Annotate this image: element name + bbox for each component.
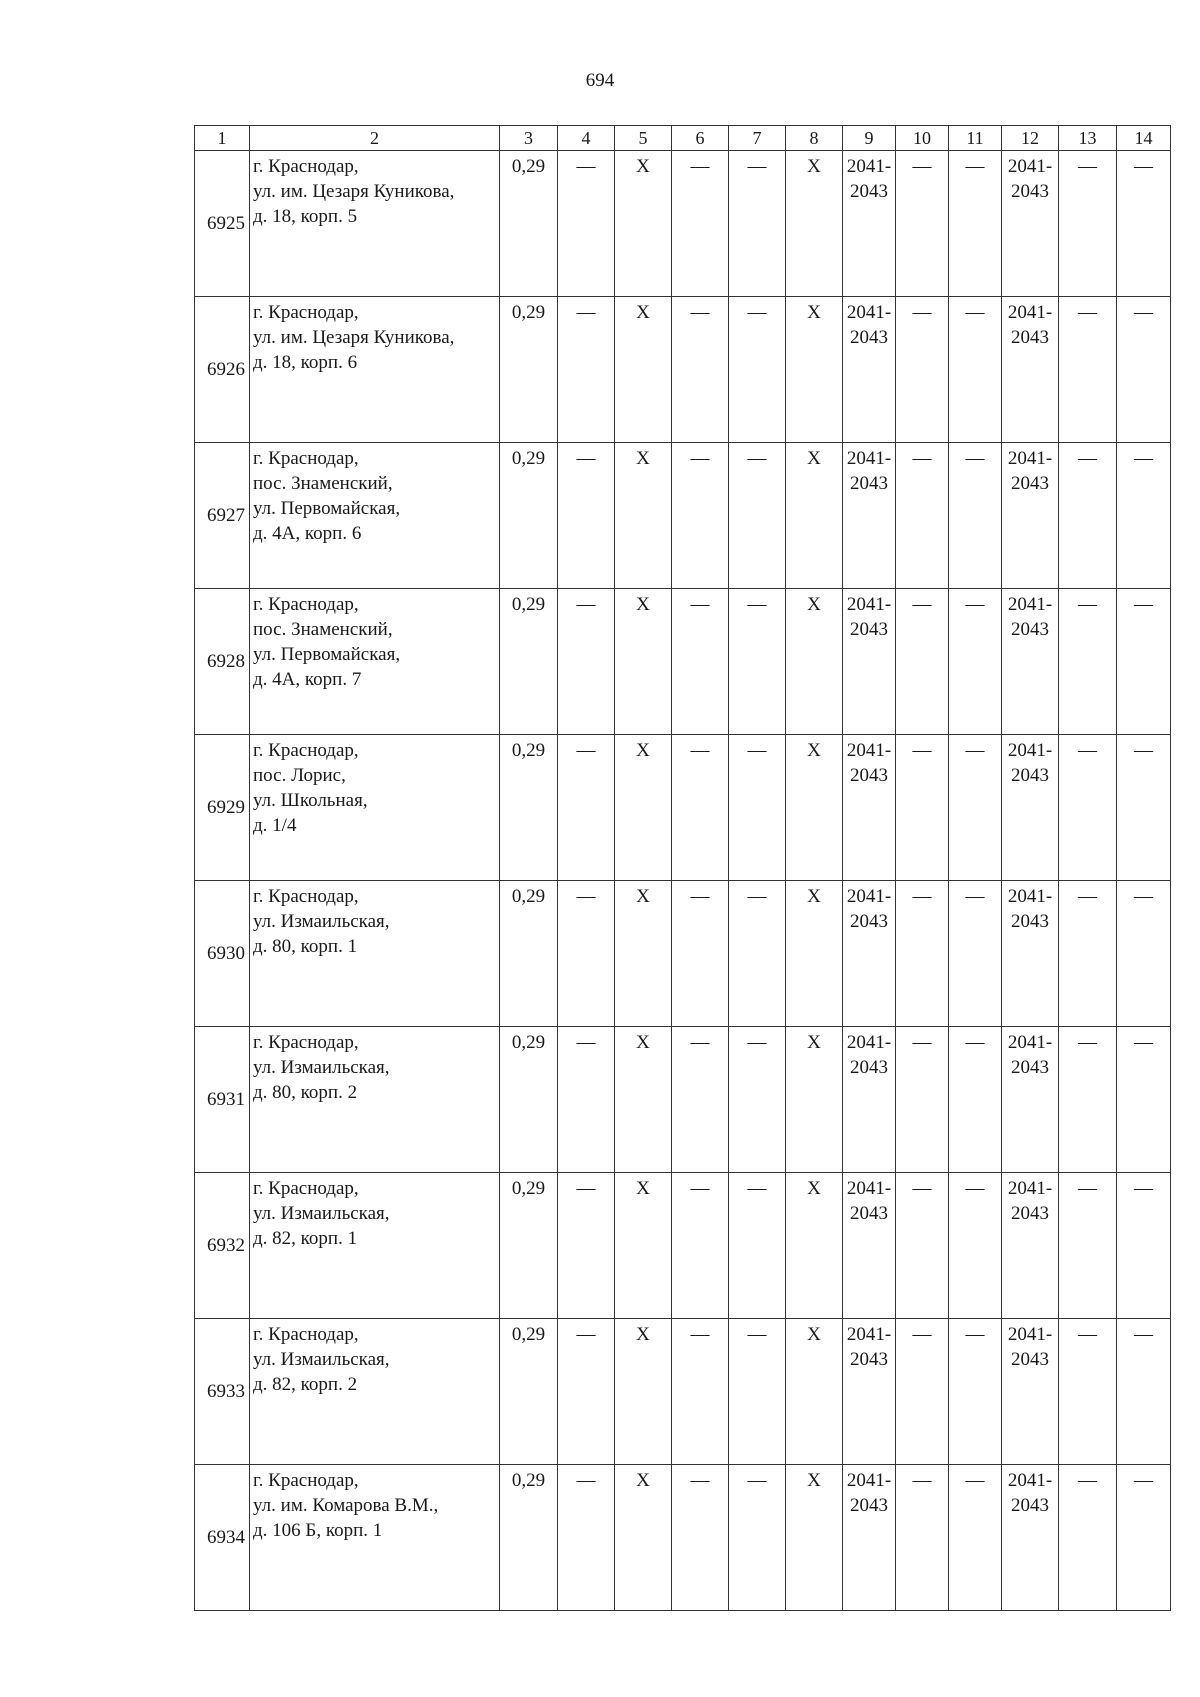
cell-c14: — [1117, 1173, 1171, 1319]
period-line: 2043 [1011, 327, 1049, 348]
table-row [195, 1465, 1171, 1611]
period-line: 2041- [1007, 156, 1053, 177]
address-line: д. 82, корп. 1 [253, 1228, 358, 1249]
cell-c14: — [1117, 297, 1171, 443]
period-line: 2043 [1011, 765, 1049, 786]
cell-c14: — [1117, 881, 1171, 1027]
cell-c11: — [949, 1027, 1002, 1173]
period-cell-c12 [1002, 1465, 1059, 1611]
cell-c14: — [1117, 443, 1171, 589]
address-line: г. Краснодар, [253, 1470, 359, 1491]
cell-c6: — [672, 735, 729, 881]
column-header-1: 1 [195, 126, 250, 151]
cell-c6: — [672, 151, 729, 297]
column-header-3: 3 [500, 126, 558, 151]
cell-c4: — [558, 589, 615, 735]
period-line: 2041- [1007, 594, 1053, 615]
period-line: 2041- [846, 1032, 892, 1053]
address-cell [250, 735, 500, 881]
address-line: ул. Измаильская, [253, 1203, 390, 1224]
period-cell-c12 [1002, 881, 1059, 1027]
column-header-13: 13 [1059, 126, 1117, 151]
cell-c7: — [729, 1465, 786, 1611]
period-line: 2043 [1011, 181, 1049, 202]
period-line: 2043 [1011, 1203, 1049, 1224]
cell-c5: Х [615, 297, 672, 443]
cell-c14: — [1117, 1465, 1171, 1611]
period-line: 2043 [1011, 1057, 1049, 1078]
address-cell [250, 151, 500, 297]
table-row [195, 1027, 1171, 1173]
table-row [195, 297, 1171, 443]
cell-c14: — [1117, 1319, 1171, 1465]
period-cell-c12 [1002, 589, 1059, 735]
cell-c8: Х [786, 297, 843, 443]
cell-c6: — [672, 297, 729, 443]
column-header-12: 12 [1002, 126, 1059, 151]
cell-c14: — [1117, 589, 1171, 735]
cell-c11: — [949, 735, 1002, 881]
period-line: 2043 [1011, 1349, 1049, 1370]
period-line: 2041- [846, 302, 892, 323]
period-cell-c12 [1002, 443, 1059, 589]
cell-c3: 0,29 [500, 297, 558, 443]
address-cell [250, 881, 500, 1027]
period-cell-c9 [843, 1319, 896, 1465]
cell-c8: Х [786, 1027, 843, 1173]
period-line: 2043 [1011, 619, 1049, 640]
period-line: 2041- [1007, 302, 1053, 323]
address-line: д. 18, корп. 5 [253, 206, 358, 227]
period-line: 2041- [1007, 448, 1053, 469]
period-cell-c9 [843, 589, 896, 735]
cell-c4: — [558, 1465, 615, 1611]
period-cell-c9 [843, 443, 896, 589]
row-number: 6930 [195, 881, 250, 1027]
cell-c10: — [896, 1027, 949, 1173]
period-line: 2041- [846, 1178, 892, 1199]
address-line: ул. Измаильская, [253, 1057, 390, 1078]
cell-c13: — [1059, 297, 1117, 443]
cell-c13: — [1059, 1465, 1117, 1611]
cell-c4: — [558, 297, 615, 443]
cell-c4: — [558, 443, 615, 589]
address-cell [250, 1319, 500, 1465]
row-number: 6931 [195, 1027, 250, 1173]
column-header-10: 10 [896, 126, 949, 151]
period-cell-c12 [1002, 1173, 1059, 1319]
cell-c4: — [558, 151, 615, 297]
period-line: 2041- [846, 886, 892, 907]
cell-c10: — [896, 1319, 949, 1465]
cell-c5: Х [615, 1319, 672, 1465]
cell-c7: — [729, 589, 786, 735]
period-cell-c12 [1002, 1319, 1059, 1465]
cell-c4: — [558, 881, 615, 1027]
cell-c8: Х [786, 151, 843, 297]
address-line: ул. им. Комарова В.М., [253, 1495, 439, 1516]
period-line: 2043 [850, 1057, 888, 1078]
cell-c5: Х [615, 881, 672, 1027]
cell-c4: — [558, 1173, 615, 1319]
cell-c8: Х [786, 443, 843, 589]
table-row [195, 589, 1171, 735]
table-header [195, 126, 1171, 151]
cell-c11: — [949, 1319, 1002, 1465]
cell-c11: — [949, 151, 1002, 297]
address-line: д. 80, корп. 1 [253, 936, 358, 957]
column-header-2: 2 [250, 126, 500, 151]
period-cell-c12 [1002, 1027, 1059, 1173]
page-number: 694 [585, 70, 615, 91]
column-header-14: 14 [1117, 126, 1171, 151]
address-line: д. 106 Б, корп. 1 [253, 1520, 383, 1541]
cell-c8: Х [786, 735, 843, 881]
cell-c6: — [672, 589, 729, 735]
period-line: 2041- [1007, 740, 1053, 761]
cell-c6: — [672, 1173, 729, 1319]
address-cell [250, 1027, 500, 1173]
table-body [195, 151, 1171, 1611]
cell-c5: Х [615, 1027, 672, 1173]
address-line: ул. Первомайская, [253, 644, 401, 665]
table-row [195, 1319, 1171, 1465]
address-line: г. Краснодар, [253, 1032, 359, 1053]
period-cell-c12 [1002, 151, 1059, 297]
column-header-4: 4 [558, 126, 615, 151]
cell-c6: — [672, 881, 729, 1027]
cell-c11: — [949, 443, 1002, 589]
address-cell [250, 297, 500, 443]
address-line: г. Краснодар, [253, 594, 359, 615]
period-line: 2043 [1011, 911, 1049, 932]
period-line: 2043 [850, 765, 888, 786]
cell-c10: — [896, 151, 949, 297]
cell-c14: — [1117, 1027, 1171, 1173]
period-cell-c9 [843, 735, 896, 881]
period-line: 2043 [850, 1495, 888, 1516]
address-line: г. Краснодар, [253, 302, 359, 323]
cell-c10: — [896, 443, 949, 589]
row-number: 6929 [195, 735, 250, 881]
cell-c13: — [1059, 1319, 1117, 1465]
period-line: 2041- [1007, 886, 1053, 907]
address-line: пос. Лорис, [253, 765, 346, 786]
cell-c13: — [1059, 1173, 1117, 1319]
address-line: ул. им. Цезаря Куникова, [253, 327, 455, 348]
address-line: ул. Школьная, [253, 790, 368, 811]
cell-c13: — [1059, 1027, 1117, 1173]
address-line: г. Краснодар, [253, 740, 359, 761]
address-line: пос. Знаменский, [253, 619, 393, 640]
address-line: пос. Знаменский, [253, 473, 393, 494]
period-line: 2041- [1007, 1470, 1053, 1491]
cell-c13: — [1059, 881, 1117, 1027]
period-line: 2043 [1011, 473, 1049, 494]
cell-c7: — [729, 151, 786, 297]
period-line: 2041- [846, 448, 892, 469]
address-line: ул. Измаильская, [253, 1349, 390, 1370]
cell-c3: 0,29 [500, 881, 558, 1027]
cell-c11: — [949, 1173, 1002, 1319]
cell-c14: — [1117, 735, 1171, 881]
cell-c11: — [949, 1465, 1002, 1611]
cell-c6: — [672, 1319, 729, 1465]
cell-c6: — [672, 443, 729, 589]
cell-c5: Х [615, 735, 672, 881]
cell-c7: — [729, 881, 786, 1027]
row-number: 6927 [195, 443, 250, 589]
cell-c4: — [558, 735, 615, 881]
cell-c7: — [729, 1027, 786, 1173]
register-table [194, 125, 1171, 1611]
period-line: 2041- [846, 1470, 892, 1491]
cell-c3: 0,29 [500, 1319, 558, 1465]
address-line: д. 1/4 [253, 815, 297, 836]
cell-c5: Х [615, 589, 672, 735]
column-header-7: 7 [729, 126, 786, 151]
address-line: д. 4А, корп. 6 [253, 523, 362, 544]
cell-c10: — [896, 297, 949, 443]
period-line: 2041- [846, 740, 892, 761]
cell-c3: 0,29 [500, 1027, 558, 1173]
table-row [195, 735, 1171, 881]
row-number: 6925 [195, 151, 250, 297]
period-line: 2041- [1007, 1324, 1053, 1345]
address-cell [250, 589, 500, 735]
cell-c4: — [558, 1319, 615, 1465]
cell-c7: — [729, 443, 786, 589]
row-number: 6926 [195, 297, 250, 443]
period-line: 2043 [1011, 1495, 1049, 1516]
address-line: ул. им. Цезаря Куникова, [253, 181, 455, 202]
column-header-11: 11 [949, 126, 1002, 151]
period-cell-c9 [843, 297, 896, 443]
address-line: г. Краснодар, [253, 1178, 359, 1199]
cell-c10: — [896, 735, 949, 881]
period-line: 2043 [850, 473, 888, 494]
cell-c14: — [1117, 151, 1171, 297]
table-row [195, 1173, 1171, 1319]
address-line: г. Краснодар, [253, 156, 359, 177]
cell-c5: Х [615, 1173, 672, 1319]
column-header-6: 6 [672, 126, 729, 151]
cell-c13: — [1059, 735, 1117, 881]
table-row [195, 881, 1171, 1027]
cell-c3: 0,29 [500, 1465, 558, 1611]
cell-c5: Х [615, 1465, 672, 1611]
period-line: 2043 [850, 911, 888, 932]
period-line: 2043 [850, 1203, 888, 1224]
table-row [195, 443, 1171, 589]
cell-c7: — [729, 297, 786, 443]
cell-c3: 0,29 [500, 443, 558, 589]
cell-c8: Х [786, 1465, 843, 1611]
cell-c11: — [949, 297, 1002, 443]
period-line: 2041- [846, 1324, 892, 1345]
cell-c13: — [1059, 151, 1117, 297]
cell-c10: — [896, 1465, 949, 1611]
period-line: 2041- [1007, 1032, 1053, 1053]
period-line: 2041- [1007, 1178, 1053, 1199]
cell-c8: Х [786, 881, 843, 1027]
period-line: 2043 [850, 181, 888, 202]
table-row [195, 151, 1171, 297]
address-line: д. 82, корп. 2 [253, 1374, 358, 1395]
cell-c10: — [896, 1173, 949, 1319]
period-cell-c9 [843, 1173, 896, 1319]
cell-c11: — [949, 589, 1002, 735]
cell-c11: — [949, 881, 1002, 1027]
cell-c3: 0,29 [500, 151, 558, 297]
period-line: 2041- [846, 156, 892, 177]
cell-c4: — [558, 1027, 615, 1173]
cell-c8: Х [786, 1319, 843, 1465]
address-line: г. Краснодар, [253, 1324, 359, 1345]
address-line: д. 80, корп. 2 [253, 1082, 358, 1103]
period-line: 2043 [850, 619, 888, 640]
cell-c13: — [1059, 443, 1117, 589]
cell-c10: — [896, 881, 949, 1027]
period-cell-c9 [843, 151, 896, 297]
period-cell-c9 [843, 1465, 896, 1611]
period-line: 2043 [850, 327, 888, 348]
period-line: 2041- [846, 594, 892, 615]
period-cell-c12 [1002, 297, 1059, 443]
cell-c6: — [672, 1027, 729, 1173]
row-number: 6928 [195, 589, 250, 735]
cell-c5: Х [615, 443, 672, 589]
address-cell [250, 1465, 500, 1611]
address-line: д. 18, корп. 6 [253, 352, 358, 373]
cell-c7: — [729, 1319, 786, 1465]
period-cell-c9 [843, 881, 896, 1027]
address-line: г. Краснодар, [253, 886, 359, 907]
cell-c8: Х [786, 589, 843, 735]
row-number: 6934 [195, 1465, 250, 1611]
cell-c5: Х [615, 151, 672, 297]
address-line: г. Краснодар, [253, 448, 359, 469]
period-cell-c12 [1002, 735, 1059, 881]
period-cell-c9 [843, 1027, 896, 1173]
cell-c3: 0,29 [500, 589, 558, 735]
column-header-8: 8 [786, 126, 843, 151]
cell-c7: — [729, 735, 786, 881]
column-header-5: 5 [615, 126, 672, 151]
address-line: ул. Измаильская, [253, 911, 390, 932]
cell-c10: — [896, 589, 949, 735]
address-line: ул. Первомайская, [253, 498, 401, 519]
cell-c7: — [729, 1173, 786, 1319]
cell-c13: — [1059, 589, 1117, 735]
cell-c8: Х [786, 1173, 843, 1319]
address-cell [250, 443, 500, 589]
row-number: 6933 [195, 1319, 250, 1465]
header-row [195, 126, 1171, 151]
column-header-9: 9 [843, 126, 896, 151]
cell-c6: — [672, 1465, 729, 1611]
cell-c3: 0,29 [500, 1173, 558, 1319]
address-line: д. 4А, корп. 7 [253, 669, 362, 690]
row-number: 6932 [195, 1173, 250, 1319]
period-line: 2043 [850, 1349, 888, 1370]
cell-c3: 0,29 [500, 735, 558, 881]
address-cell [250, 1173, 500, 1319]
